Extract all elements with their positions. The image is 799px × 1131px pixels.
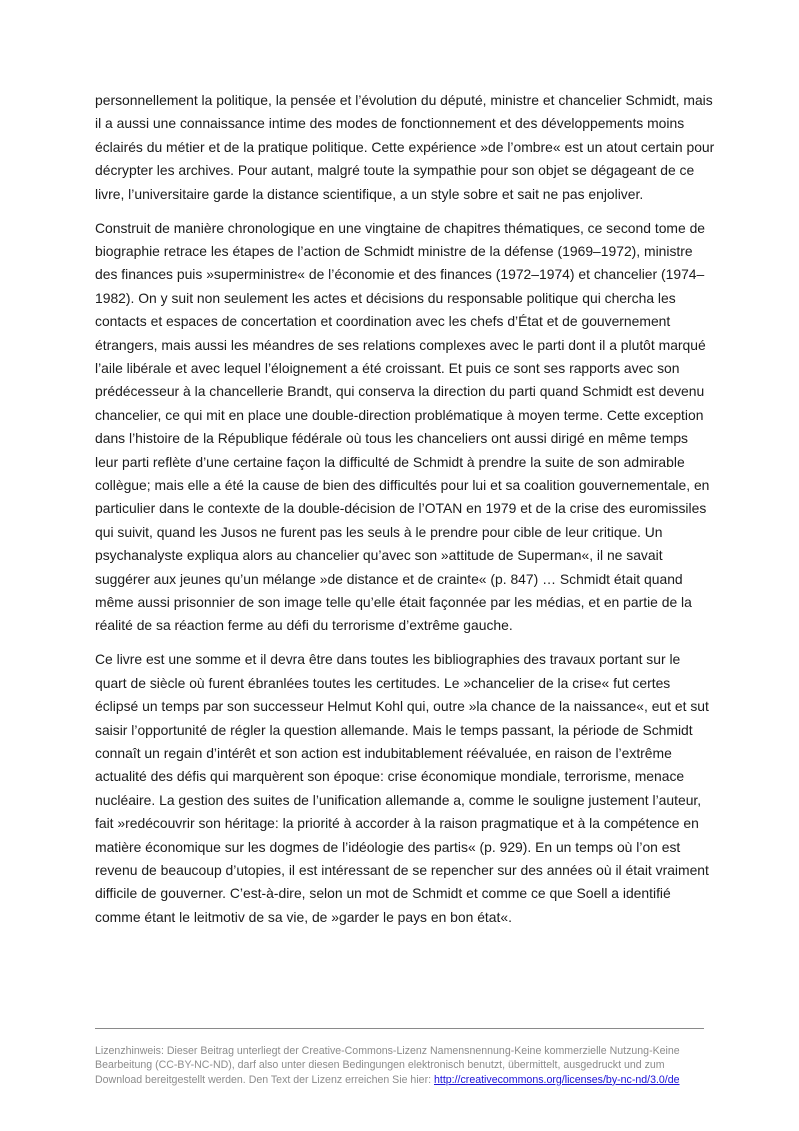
- paragraph-2: Construit de manière chronologique en une vingtaine de chapitres thématiques, ce second tome de biographie retrace les étapes de l’action de Schmidt ministre de la défense (1969–1972), ministre des finances puis »superministre« de l’économie et des finances (1972–1974) et chancelier (1974–1982). On y suit non seulement les actes et décisions du responsable politique qui chercha les contacts et espaces de concertation et coordination avec les chefs d’État et de gouvernement étrangers, mais aussi les méandres de ses relations complexes avec le parti dont il a plutôt marqué l’aile libérale et avec lequel l’éloignement a été croissant. Et puis ce sont ses rapports avec son prédécesseur à la chancellerie Brandt, qui conserva la direction du parti quand Schmidt est devenu chancelier, ce qui mit en place une double-direction problématique à moyen terme. Cette exception dans l’histoire de la République fédérale où tous les chanceliers ont aussi dirigé en même temps leur parti reflète d’une certaine façon la difficulté de Schmidt à prendre la suite de son admirable collègue; mais elle a été la cause de bien des difficultés pour lui et sa coalition gouvernementale, en particulier dans le contexte de la double-décision de l’OTAN en 1979 et de la crise des euromissiles qui suivit, quand les Jusos ne furent pas les seuls à le prendre pour cible de leur critique. Un psychanalyste expliqua alors au chancelier qu’avec son »attitude de Superman«, il ne savait suggérer aux jeunes qu’un mélange »de distance et de crainte« (p. 847) … Schmidt était quand même aussi prisonnier de son image telle qu’elle était façonnée par les médias, et en partie de la réalité de sa réaction ferme au défi du terrorisme d’extrême gauche.: [95, 219, 710, 634]
- paragraph-3: Ce livre est une somme et il devra être dans toutes les bibliographies des travaux portant sur le quart de siècle où furent ébranlées toutes les certitudes. Le »chancelier de la crise« fut certes éclipsé un temps par son successeur Helmut Kohl qui, outre »la chance de la naissance«, eut et sut saisir l’opportunité de régler la question allemande. Mais le temps passant, la période de Schmidt connaît un regain d’intérêt et son action est indubitablement réévaluée, en raison de l’extrême actualité des défis qui marquèrent son époque: crise économique mondiale, terrorisme, menace nucléaire. La gestion des suites de l’unification allemande a, comme le souligne justement l’auteur, fait »redécouvrir son héritage: la priorité à accorder à la raison pragmatique et à la compétence en matière économique sur les dogmes de l’idéologie des partis« (p. 929). En un temps où l’on est revenu de beaucoup d’utopies, il est intéressant de se repencher sur des années où il était vraiment difficile de gouverner. C’est-à-dire, selon un mot de Schmidt et comme ce que Soell a identifié comme étant le leitmotiv de sa vie, de »garder le pays en bon état«.: [95, 651, 709, 925]
- review-body: [95, 89, 715, 940]
- license-notice: [95, 1044, 707, 1087]
- footer-divider: [95, 1028, 704, 1029]
- license-text: Lizenzhinweis: Dieser Beitrag unterliegt der Creative-Commons-Lizenz Namensnennung-Keine kommerzielle Nutzung-Keine Bearbeitung (CC-BY-NC-ND), darf also unter diesen Bedingungen elektronisch benutzt, übermittelt, ausgedruckt und zum Download bereitgestellt werden. Den Text der Lizenz erreichen Sie hier:: [95, 1045, 680, 1086]
- license-link[interactable]: http://creativecommons.org/licenses/by-nc-nd/3.0/de: [434, 1073, 680, 1086]
- paragraph-1: personnellement la politique, la pensée et l’évolution du député, ministre et chancelier Schmidt, mais il a aussi une connaissance intime des modes de fonctionnement et des développements moins éclairés du métier et de la pratique politique. Cette expérience »de l’ombre« est un atout certain pour décrypter les archives. Pour autant, malgré toute la sympathie pour son objet se dégageant de ce livre, l’universitaire garde la distance scientifique, a un style sobre et sait ne pas enjoliver.: [95, 92, 715, 202]
